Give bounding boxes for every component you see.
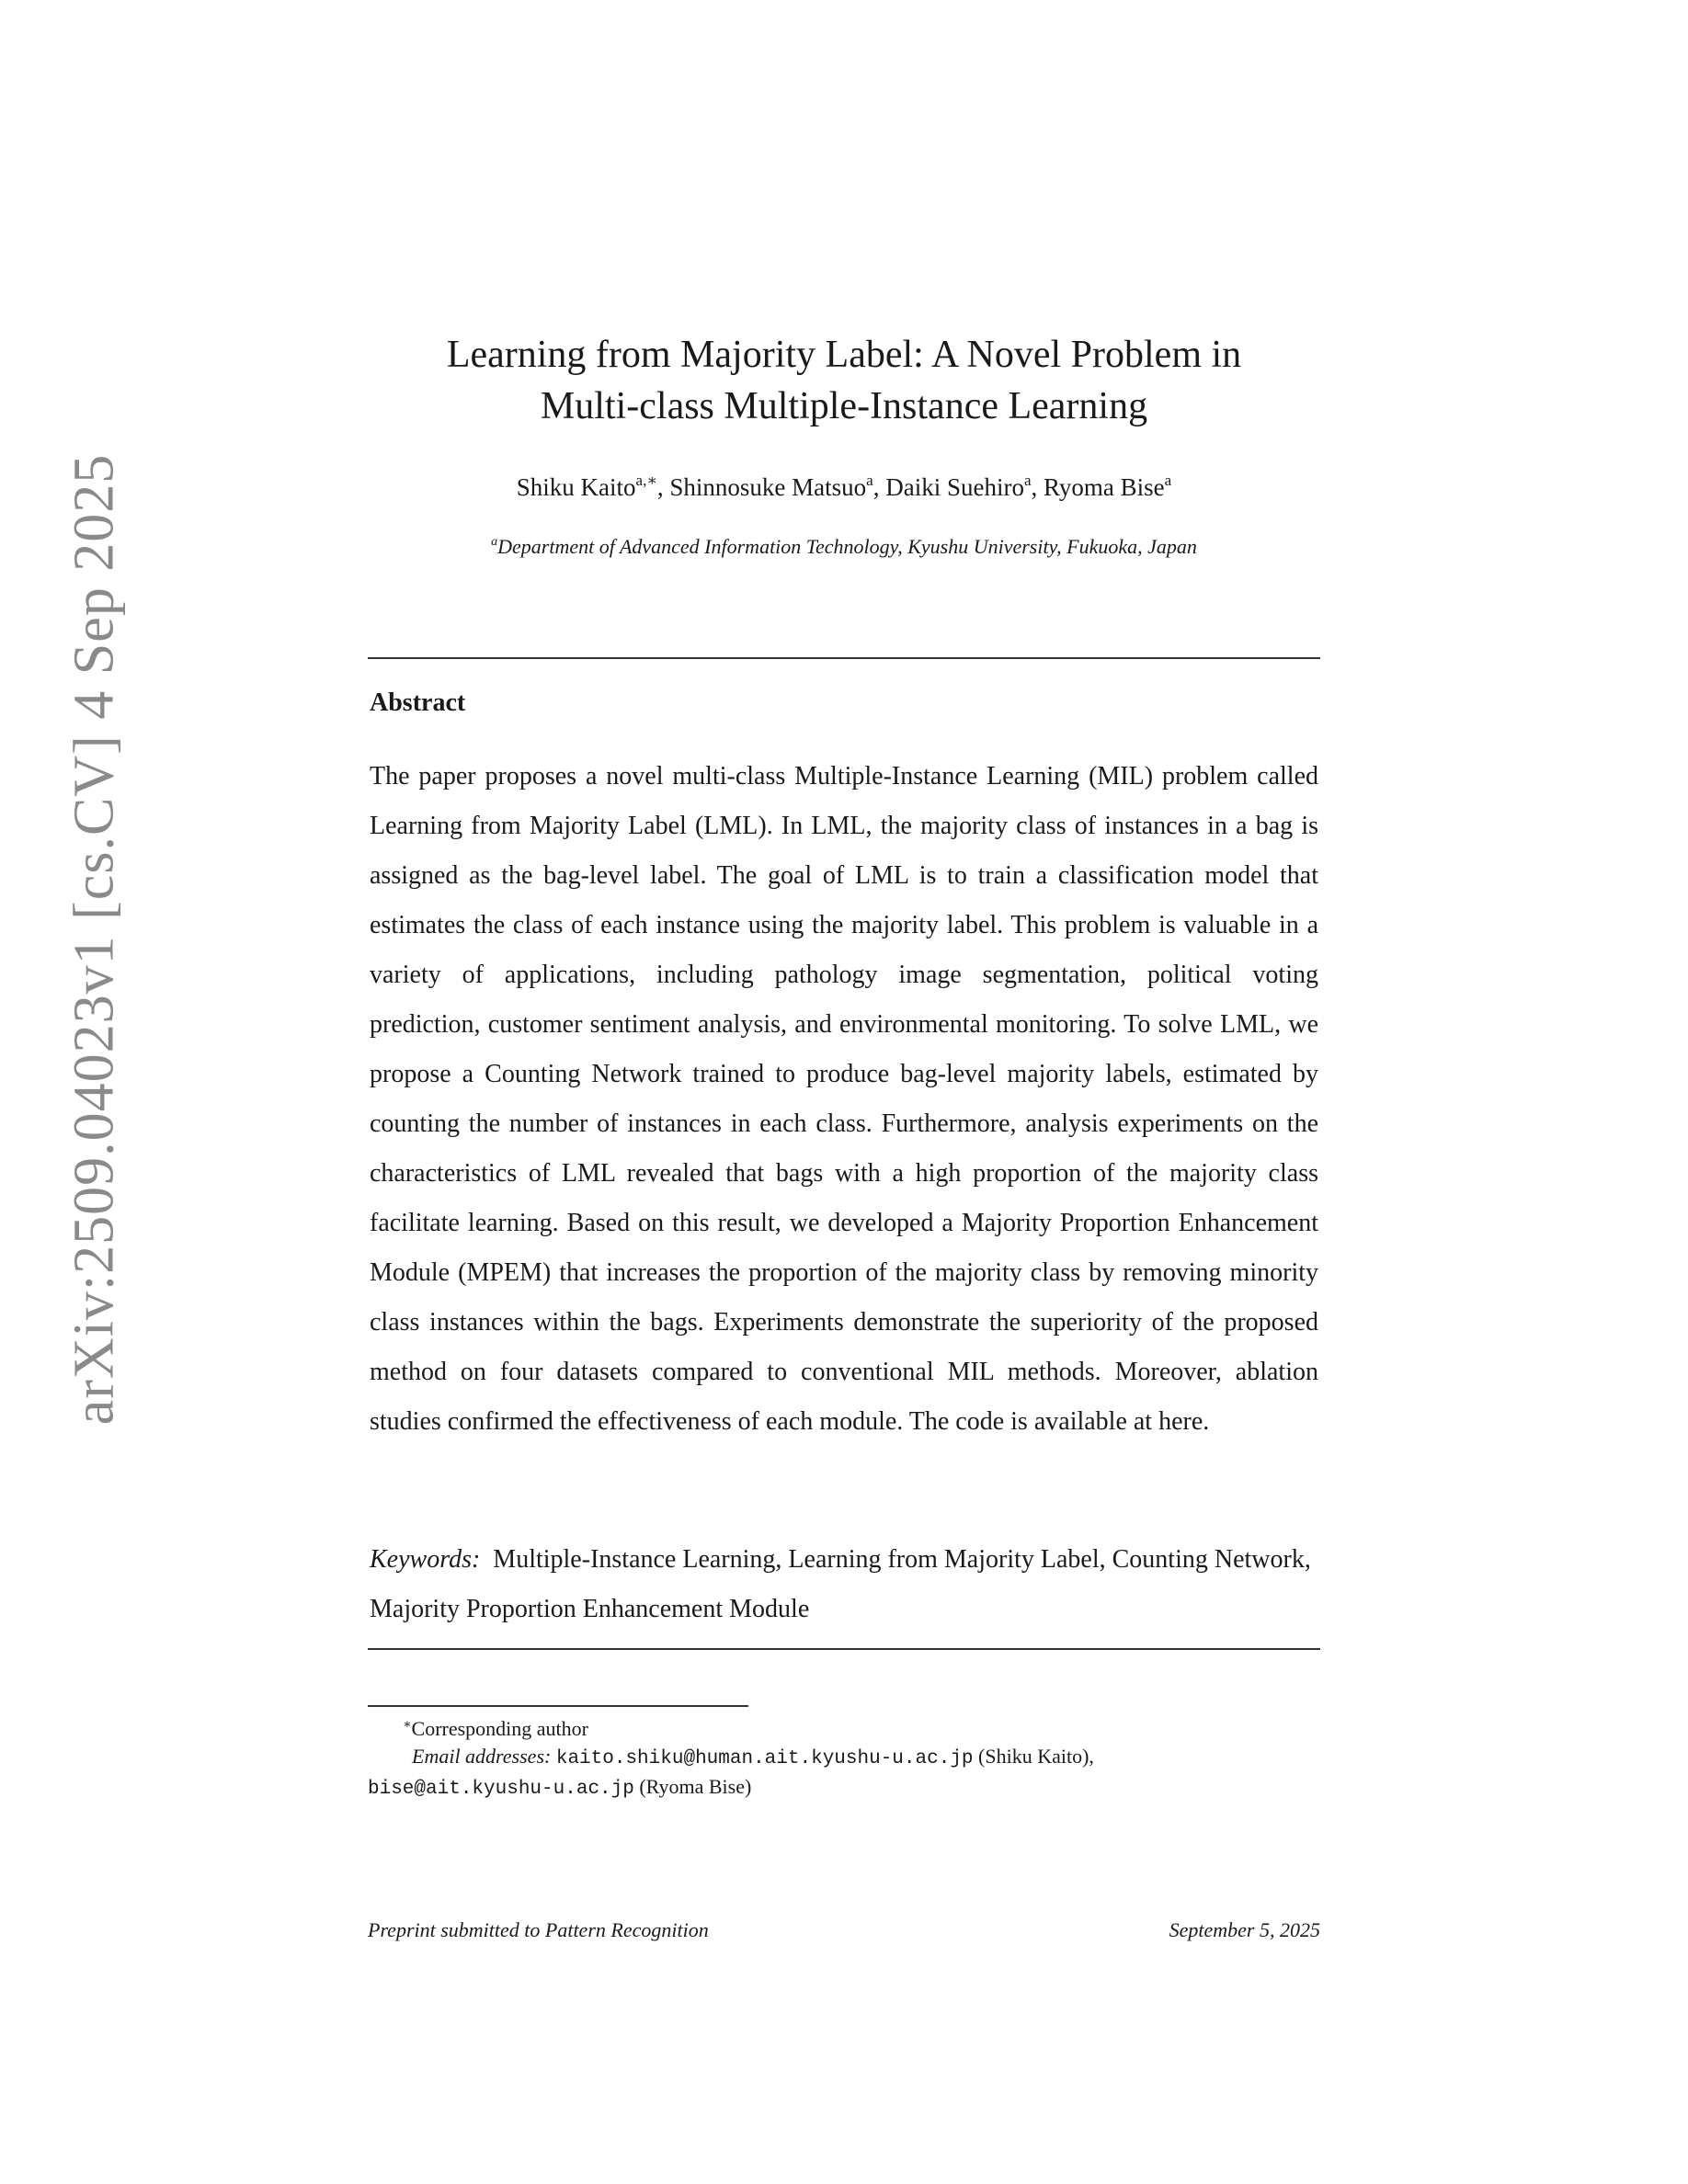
corresponding-mark: ∗	[403, 1718, 412, 1732]
email-line-2	[368, 1773, 1320, 1803]
title-line-2: Multi-class Multiple-Instance Learning	[540, 385, 1148, 427]
affiliation-mark: a	[491, 535, 498, 549]
keywords	[370, 1535, 1318, 1634]
corresponding-author-note	[368, 1715, 1320, 1743]
email-label: Email addresses:	[412, 1745, 552, 1768]
email-link-bise[interactable]: bise@ait.kyushu-u.ac.jp	[368, 1779, 634, 1800]
affiliation	[368, 535, 1320, 559]
arxiv-identifier-stamp: arXiv:2509.04023v1 [cs.CV] 4 Sep 2025	[63, 453, 126, 1426]
corresponding-text: Corresponding author	[411, 1717, 588, 1740]
author-separator: ,	[656, 473, 670, 501]
email-owner-kaito: (Shiku Kaito),	[978, 1745, 1094, 1768]
author-affiliation-mark: a,∗	[635, 472, 657, 489]
author-separator: ,	[1031, 473, 1044, 501]
author-affiliation-mark: a	[1023, 472, 1032, 489]
abstract-body: The paper proposes a novel multi-class Multiple-Instance Learning (MIL) problem called Learning from Majority Label (LML). In LML, the majority class of instances in a bag is assigned as the bag-level label. The goal of LML is to train a classification model that estimates the class of each instance using the majority label. This problem is valuable in a variety of applications, including pathology image segmentation, political voting prediction, customer sentiment analysis, and environmental monitoring. To solve LML, we propose a Counting Network trained to produce bag-level majority labels, estimated by counting the number of instances in each class. Furthermore, analysis experiments on the characteristics of LML revealed that bags with a high proportion of the majority class facilitate learning. Based on this result, we developed a Majority Proportion Enhancement Module (MPEM) that increases the proportion of the majority class by removing minority class instances within the bags. Experiments demonstrate the superiority of the proposed method on four datasets compared to conventional MIL methods. Moreover, ablation studies confirmed the effectiveness of each module. The code is available at here.	[370, 762, 1318, 1436]
author-affiliation-mark: a	[866, 472, 873, 489]
author-name: Daiki Suehiro	[885, 473, 1024, 501]
email-link-kaito[interactable]: kaito.shiku@human.ait.kyushu-u.ac.jp	[555, 1748, 974, 1769]
preprint-date: September 5, 2025	[1169, 1918, 1320, 1941]
author-affiliation-mark: a	[1164, 472, 1172, 489]
preprint-venue: Preprint submitted to Pattern Recognition	[368, 1918, 709, 1941]
keywords-text: Multiple-Instance Learning, Learning from Majority Label, Counting Network, Majority Proportion Enhancement Module	[370, 1545, 1311, 1623]
author-list	[368, 473, 1320, 502]
email-owner-bise: (Ryoma Bise)	[639, 1775, 752, 1798]
author-name: Shinnosuke Matsuo	[669, 473, 867, 501]
author-name: Shiku Kaito	[516, 473, 636, 501]
preprint-footer	[368, 1918, 1320, 1942]
keywords-label: Keywords:	[370, 1545, 481, 1574]
title-line-1: Learning from Majority Label: A Novel Problem in	[446, 334, 1242, 376]
author-name: Ryoma Bise	[1044, 473, 1165, 501]
abstract-top-rule	[368, 657, 1320, 659]
abstract-bottom-rule	[368, 1648, 1320, 1650]
footnote-rule	[368, 1705, 748, 1707]
email-line-1	[368, 1743, 1320, 1773]
footnotes	[368, 1715, 1320, 1803]
author-separator: ,	[873, 473, 886, 501]
paper-title	[368, 329, 1320, 432]
abstract-heading: Abstract	[370, 688, 466, 717]
affiliation-text: Department of Advanced Information Technology, Kyushu University, Fukuoka, Japan	[497, 535, 1197, 558]
